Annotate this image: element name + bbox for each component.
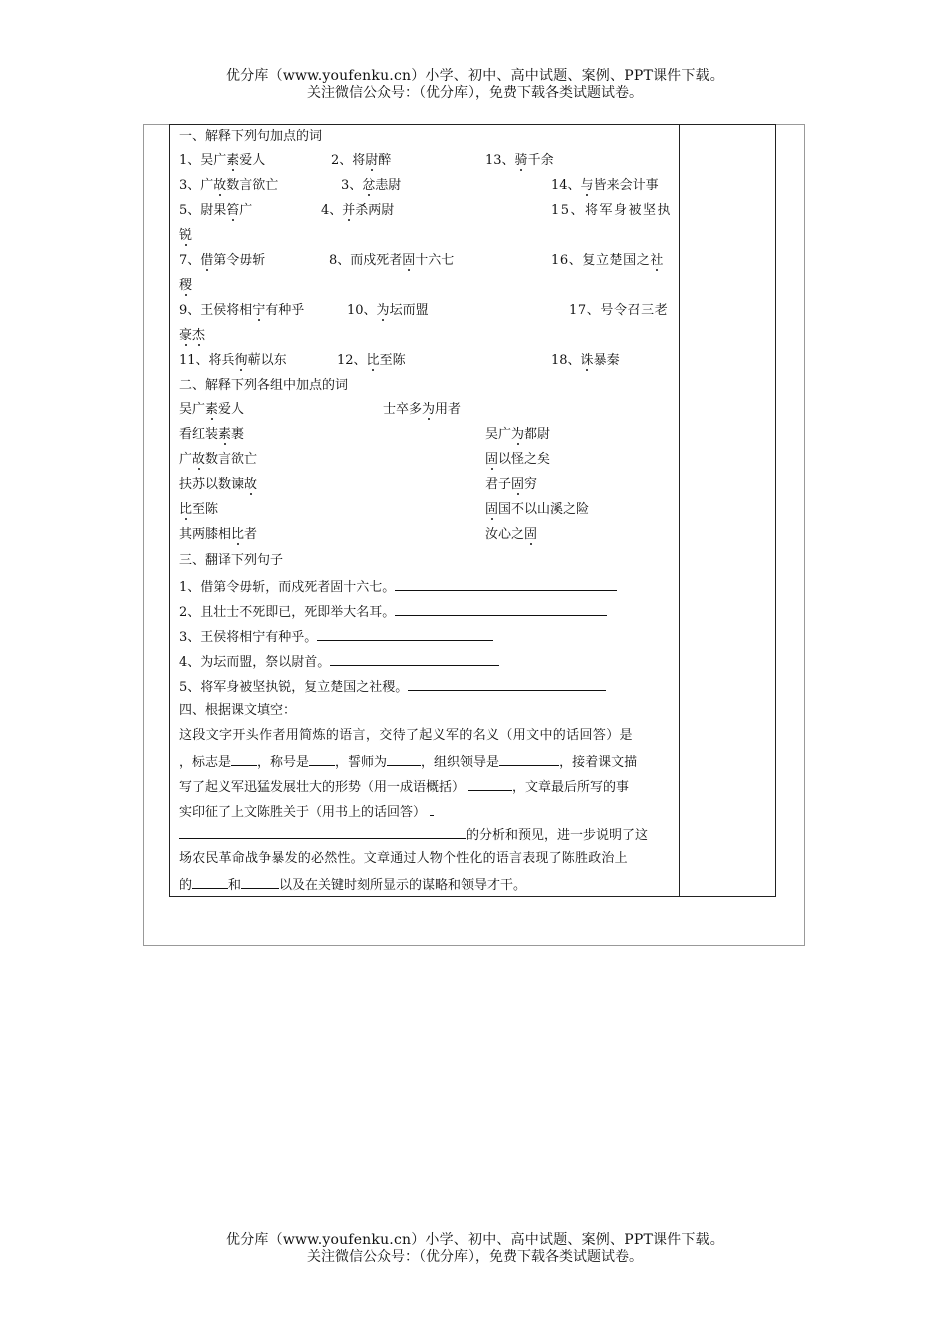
fill-line-2: ，标志是 ，称号是 ，誓师为 ，组织领导是 ，接着课文描 xyxy=(179,751,637,771)
s2-row-1-right: 士卒多为用者 xyxy=(383,402,462,417)
fill-line-6: 场农民革命战争暴发的必然性。文章通过人物个性化的语言表现了陈胜政治上 xyxy=(179,851,628,866)
fill-line-3: 写了起义军迅猛发展壮大的形势（用一成语概括） ，文章最后所写的事 xyxy=(179,776,629,796)
s1-item-11: 11、将兵徇蕲以东 xyxy=(179,353,287,368)
s1-item-3: 3、广故数言欲亡 xyxy=(179,178,279,193)
s2-row-3-right: 固以怪之矣 xyxy=(485,452,551,467)
header-line-2: 关注微信公众号：（优分库），免费下载各类试题试卷。 xyxy=(307,85,643,101)
s1-item-4: 4、并杀两尉 xyxy=(321,203,395,218)
s1-item-5: 5、尉果笞广 xyxy=(179,203,253,218)
s2-row-4-left: 扶苏以数谏故 xyxy=(179,477,258,492)
s2-row-2-left: 看红装素裹 xyxy=(179,427,245,442)
fill-blank[interactable] xyxy=(241,874,279,889)
s1-item-14: 14、与皆来会计事 xyxy=(551,178,659,193)
table-column-divider xyxy=(679,124,680,897)
section4-title: 四、根据课文填空： xyxy=(179,703,297,718)
fill-line-4: 实印征了上文陈胜关于（用书上的话回答） xyxy=(179,801,434,821)
s1-item-15: 15、将军身被坚执 xyxy=(551,203,673,218)
s1-item-10: 10、为坛而盟 xyxy=(347,303,429,318)
fill-blank[interactable] xyxy=(309,751,335,766)
s1-item-3b: 3、忿恚尉 xyxy=(341,178,402,193)
s1-item-9: 9、王侯将相宁有种乎 xyxy=(179,303,305,318)
translate-item-5: 5、将军身被坚执锐，复立楚国之社稷。 xyxy=(179,676,606,696)
s2-row-6-left: 其两膝相比者 xyxy=(179,527,258,542)
answer-blank[interactable] xyxy=(395,576,617,591)
s1-item-17: 17、号令召三老 xyxy=(569,303,669,318)
fill-blank[interactable] xyxy=(231,751,257,766)
page-footer xyxy=(0,1232,950,1266)
s2-row-6-right: 汝心之固 xyxy=(485,527,538,542)
answer-blank[interactable] xyxy=(408,676,606,691)
s2-row-3-left: 广故数言欲亡 xyxy=(179,452,258,467)
fill-blank[interactable] xyxy=(387,751,421,766)
fill-blank[interactable] xyxy=(430,801,434,816)
s1-item-15-cont: 锐 xyxy=(179,228,193,243)
section3-title: 三、翻译下列句子 xyxy=(179,553,284,568)
fill-line-1: 这段文字开头作者用简炼的语言，交待了起义军的名义（用文中的话回答）是 xyxy=(179,728,633,743)
footer-line-2: 关注微信公众号：（优分库），免费下载各类试题试卷。 xyxy=(307,1249,643,1265)
s1-item-12: 12、比至陈 xyxy=(337,353,406,368)
s1-item-16: 16、复立楚国之社 xyxy=(551,253,664,268)
fill-line-5: 的分析和预见，进一步说明了这 xyxy=(179,824,648,844)
s1-item-2: 2、将尉醉 xyxy=(331,153,392,168)
section2-title: 二、解释下列各组中加点的词 xyxy=(179,378,349,393)
section1-title: 一、解释下列句加点的词 xyxy=(179,129,323,144)
translate-item-3: 3、王侯将相宁有种乎。 xyxy=(179,626,493,646)
fill-blank[interactable] xyxy=(468,776,512,791)
s1-item-13: 13、骑千余 xyxy=(485,153,554,168)
s1-item-1: 1、吴广素爱人 xyxy=(179,153,266,168)
translate-item-1: 1、借第令毋斩，而戍死者固十六七。 xyxy=(179,576,617,596)
fill-blank[interactable] xyxy=(192,874,228,889)
answer-blank[interactable] xyxy=(330,651,499,666)
s2-row-5-right: 固国不以山溪之险 xyxy=(485,502,590,517)
fill-line-7: 的 和 以及在关键时刻所显示的谋略和领导才干。 xyxy=(179,874,526,894)
header-line-1: 优分库（www.youfenku.cn）小学、初中、高中试题、案例、PPT课件下载。 xyxy=(226,68,724,84)
answer-blank[interactable] xyxy=(395,601,607,616)
translate-item-4: 4、为坛而盟，祭以尉首。 xyxy=(179,651,499,671)
s1-item-17-cont: 豪杰 xyxy=(179,328,206,343)
footer-line-1: 优分库（www.youfenku.cn）小学、初中、高中试题、案例、PPT课件下载。 xyxy=(226,1232,724,1248)
s2-row-2-right: 吴广为都尉 xyxy=(485,427,551,442)
fill-blank[interactable] xyxy=(179,824,466,839)
s1-item-16-cont: 稷 xyxy=(179,278,193,293)
translate-item-2: 2、且壮士不死即已，死即举大名耳。 xyxy=(179,601,607,621)
fill-blank[interactable] xyxy=(499,751,559,766)
s2-row-5-left: 比至陈 xyxy=(179,502,219,517)
s2-row-1-left: 吴广素爱人 xyxy=(179,402,245,417)
s1-item-8: 8、而戍死者固十六七 xyxy=(329,253,455,268)
page-header xyxy=(0,68,950,102)
answer-blank[interactable] xyxy=(317,626,493,641)
s2-row-4-right: 君子固穷 xyxy=(485,477,538,492)
s1-item-18: 18、诛暴秦 xyxy=(551,353,620,368)
s1-item-7: 7、借第令毋斩 xyxy=(179,253,266,268)
